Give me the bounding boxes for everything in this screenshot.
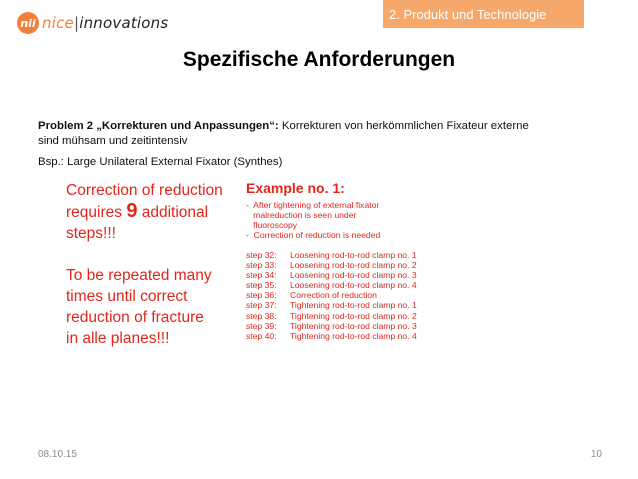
- summary-line-6: reduction of fracture: [66, 309, 204, 326]
- page-number: 10: [590, 449, 602, 460]
- summary-line-2: requires 9 additional: [66, 200, 209, 222]
- summary-line-4: To be repeated many: [66, 267, 212, 284]
- logo-wordmark: [42, 14, 168, 32]
- step-item: step 39: Tightening rod-to-rod clamp no. 3: [246, 320, 417, 331]
- summary-line-5: times until correct: [66, 288, 188, 305]
- step-list: [246, 250, 417, 341]
- note-item: malreduction is seen under: [246, 210, 357, 220]
- logo-nice: nice: [42, 14, 74, 32]
- step-item: step 36: Correction of reduction: [246, 290, 377, 301]
- step-item: step 34: Loosening rod-to-rod clamp no. 3: [246, 270, 417, 281]
- figure-summary: [66, 180, 223, 349]
- logo-mark-icon: nii: [17, 12, 39, 34]
- summary-line-1: Correction of reduction: [66, 182, 223, 199]
- logo-separator: |: [73, 14, 80, 32]
- problem-label: Problem 2 „Korrekturen und Anpassungen“:: [38, 120, 279, 132]
- step-item: step 37: Tightening rod-to-rod clamp no. 1: [246, 300, 417, 311]
- step-item: step 40: Tightening rod-to-rod clamp no. 4: [246, 330, 417, 341]
- problem-paragraph: [38, 119, 608, 149]
- note-item: fluoroscopy: [246, 220, 298, 230]
- example-title: Example no. 1:: [246, 180, 345, 196]
- step-count: 9: [126, 200, 138, 222]
- summary-line-7: in alle planes!!!: [66, 330, 170, 347]
- footer-date: 08.10.15: [38, 449, 77, 460]
- example-reference: Bsp.: Large Unilateral External Fixator (Synthes): [38, 156, 283, 168]
- step-item: step 33: Loosening rod-to-rod clamp no. 2: [246, 260, 417, 271]
- step-item: step 35: Loosening rod-to-rod clamp no. 4: [246, 280, 417, 291]
- note-item: - Correction of reduction is needed: [246, 230, 381, 240]
- company-logo: [17, 11, 168, 35]
- step-item: step 38: Tightening rod-to-rod clamp no. 2: [246, 310, 417, 321]
- example-figure: [66, 180, 436, 370]
- summary-line-3: steps!!!: [66, 225, 116, 242]
- section-badge: 2. Produkt und Technologie: [383, 0, 584, 28]
- note-item: - After tightening of external fixator: [246, 200, 380, 210]
- example-panel: [246, 180, 417, 341]
- logo-innovations: innovations: [79, 14, 169, 32]
- slide-title: Spezifische Anforderungen: [182, 48, 456, 71]
- problem-text-1: Korrekturen von herkömmlichen Fixateur externe: [278, 120, 529, 132]
- step-item: step 32: Loosening rod-to-rod clamp no. 1: [246, 250, 417, 260]
- example-notes: [246, 200, 417, 240]
- problem-text-2: sind mühsam und zeitintensiv: [38, 135, 188, 147]
